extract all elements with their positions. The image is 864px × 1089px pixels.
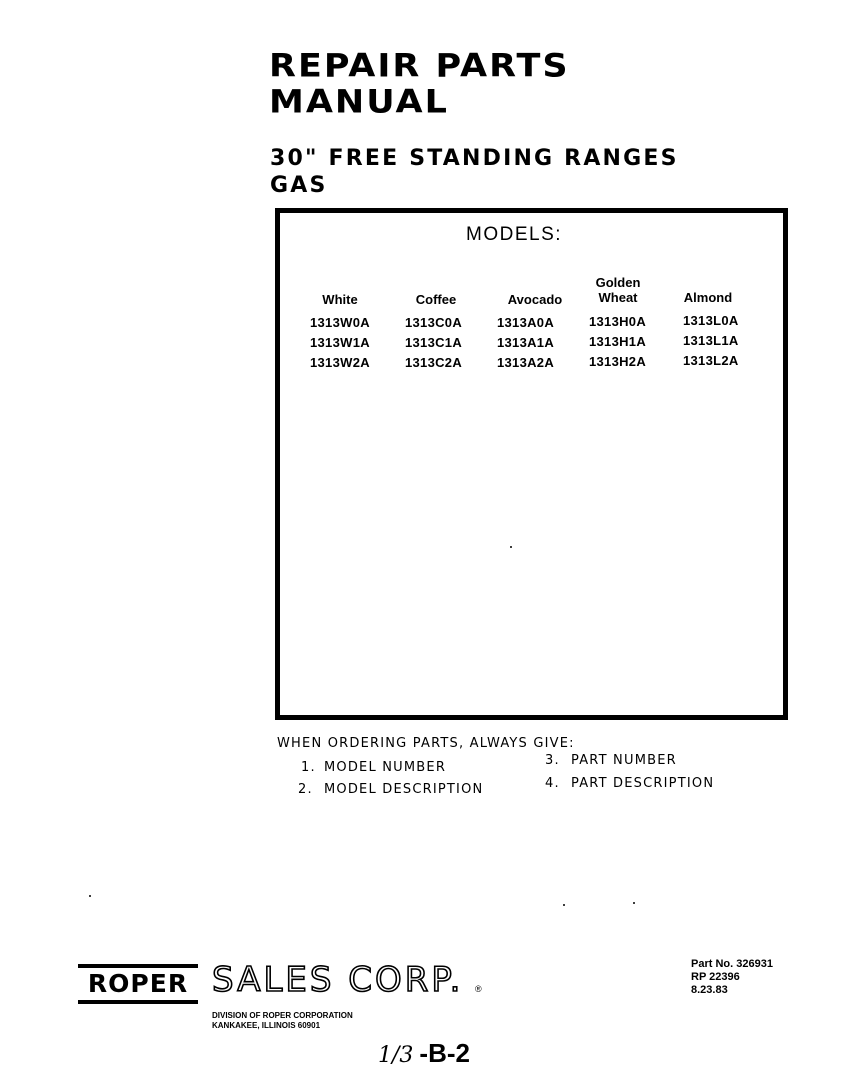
division-info	[212, 1011, 353, 1031]
ordering-item-label: MODEL NUMBER	[324, 760, 447, 775]
model-number: 1313C1A	[405, 335, 463, 350]
roper-logo	[78, 964, 198, 1004]
model-number: 1313C2A	[405, 355, 463, 370]
model-number: 1313H1A	[589, 334, 647, 349]
rp-number: RP 22396	[691, 971, 740, 983]
ordering-item-number: 1.	[301, 760, 316, 775]
ordering-item-number: 2.	[298, 782, 313, 797]
ordering-item-number: 4.	[545, 776, 560, 791]
model-number: 1313A0A	[497, 315, 555, 330]
column-header-wheat: Wheat	[598, 290, 638, 305]
model-number: 1313H2A	[589, 354, 647, 369]
model-number: 1313C0A	[405, 315, 463, 330]
ordering-heading: WHEN ORDERING PARTS, ALWAYS GIVE:	[277, 736, 575, 751]
page-code	[378, 1038, 470, 1069]
part-info	[691, 958, 773, 997]
column-header-coffee: Coffee	[415, 292, 457, 307]
ordering-item-number: 3.	[545, 753, 560, 768]
scan-speck	[563, 904, 565, 906]
subtitle-line-2: GAS	[270, 173, 328, 198]
part-number: Part No. 326931	[691, 958, 773, 970]
company-name: SALES CORP.	[212, 960, 464, 1000]
subtitle-line-1: 30" FREE STANDING RANGES	[270, 146, 679, 171]
title-line-2: MANUAL	[269, 84, 449, 121]
roper-logo-text: ROPER	[87, 969, 189, 998]
title-line-1: REPAIR PARTS	[269, 48, 570, 85]
division-line-1: DIVISION OF ROPER CORPORATION	[212, 1011, 353, 1020]
model-number: 1313L1A	[683, 333, 739, 348]
models-heading: MODELS:	[466, 224, 563, 245]
column-header-golden: Golden	[595, 275, 641, 290]
column-header-white: White	[322, 292, 358, 307]
ordering-item-label: PART NUMBER	[571, 753, 677, 768]
model-number: 1313W1A	[310, 335, 370, 350]
ordering-item-label: MODEL DESCRIPTION	[324, 782, 484, 797]
roper-logo-bar-bottom	[78, 1000, 198, 1004]
page-code-text: -B-2	[419, 1038, 470, 1068]
model-number: 1313L0A	[683, 313, 739, 328]
model-number: 1313A1A	[497, 335, 555, 350]
column-header-almond: Almond	[683, 290, 733, 305]
models-box	[275, 208, 788, 720]
model-number: 1313W2A	[310, 355, 370, 370]
scan-speck	[89, 895, 91, 897]
registered-mark: ®	[475, 984, 482, 994]
column-header-avocado: Avocado	[507, 292, 563, 307]
scan-speck	[510, 546, 512, 548]
model-number: 1313H0A	[589, 314, 647, 329]
model-number: 1313W0A	[310, 315, 370, 330]
division-line-2: KANKAKEE, ILLINOIS 60901	[212, 1021, 321, 1030]
model-number: 1313L2A	[683, 353, 739, 368]
print-date: 8.23.83	[691, 984, 728, 996]
ordering-item-label: PART DESCRIPTION	[571, 776, 715, 791]
model-number: 1313A2A	[497, 355, 555, 370]
handwritten-note: 1/3	[378, 1043, 414, 1068]
scan-speck	[633, 902, 635, 904]
